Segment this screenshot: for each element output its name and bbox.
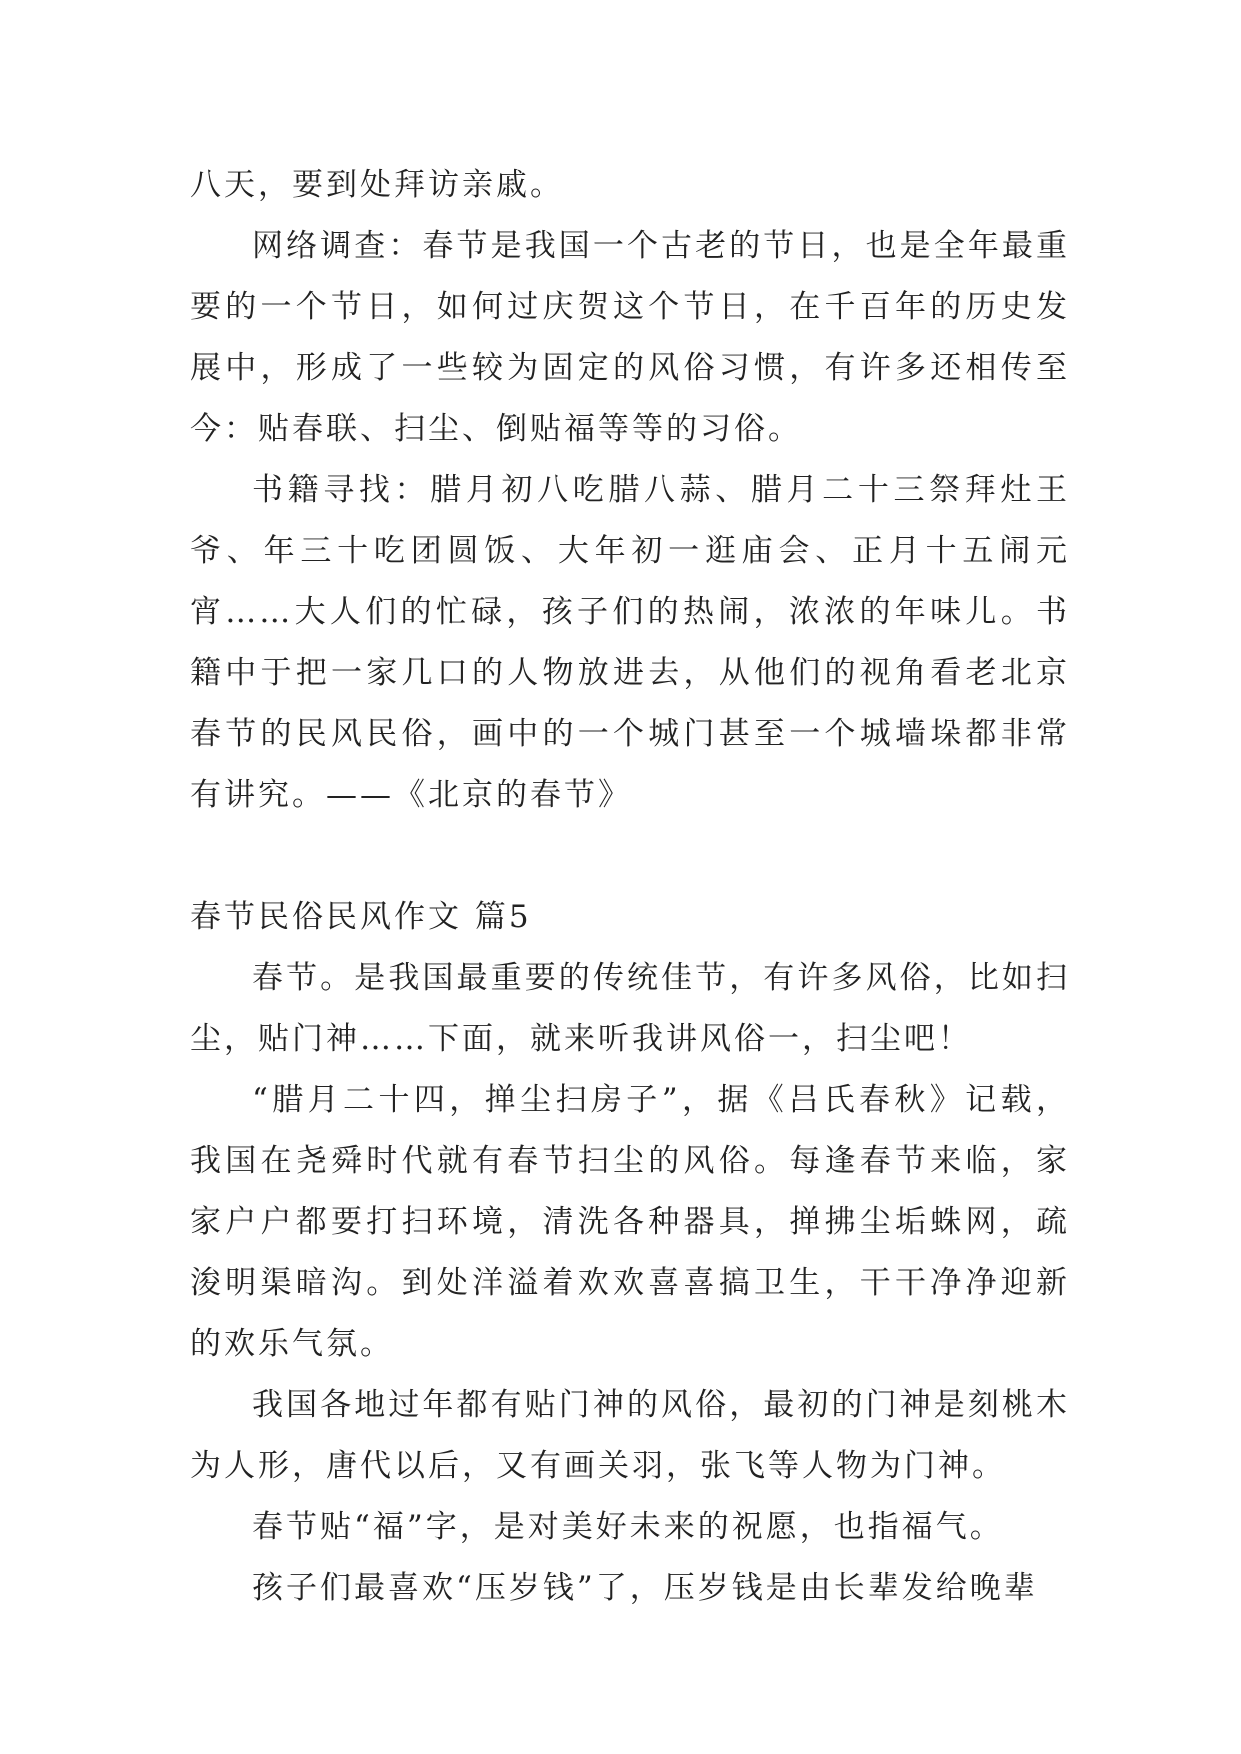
paragraph: 我国各地过年都有贴门神的风俗，最初的门神是刻桃木为人形，唐代以后，又有画关羽，张飞等人物为门神。: [190, 1387, 1070, 1484]
paragraph: 八天，要到处拜访亲戚。: [190, 167, 564, 203]
paragraph: 孩子们最喜欢“压岁钱”了，压岁钱是由长辈发给晚辈: [252, 1570, 1038, 1606]
paragraph: “腊月二十四，掸尘扫房子”，据《吕氏春秋》记载，我国在尧舜时代就有春节扫尘的风俗。每逢春节来临，家家户户都要打扫环境，清洗各种器具，掸拂尘垢蛛网，疏浚明渠暗沟。到处洋溢着欢欢喜喜搞卫生，干干净净迎新的欢乐气氛。: [190, 1082, 1070, 1362]
paragraph: 春节贴“福”字，是对美好未来的祝愿，也指福气。: [252, 1509, 1004, 1545]
paragraph: 春节。是我国最重要的传统佳节，有许多风俗，比如扫尘，贴门神……下面，就来听我讲风俗一，扫尘吧！: [190, 960, 1070, 1057]
document-body: [190, 155, 1070, 1619]
paragraph: 网络调查：春节是我国一个古老的节日，也是全年最重要的一个节日，如何过庆贺这个节日，在千百年的历史发展中，形成了一些较为固定的风俗习惯，有许多还相传至今：贴春联、扫尘、倒贴福等等的习俗。: [190, 228, 1070, 447]
section-title: 春节民俗民风作文 篇5: [190, 899, 532, 935]
paragraph: 书籍寻找：腊月初八吃腊八蒜、腊月二十三祭拜灶王爷、年三十吃团圆饭、大年初一逛庙会、正月十五闹元宵……大人们的忙碌，孩子们的热闹，浓浓的年味儿。书籍中于把一家几口的人物放进去，从他们的视角看老北京春节的民风民俗，画中的一个城门甚至一个城墙垛都非常有讲究。——《北京的春节》: [190, 472, 1070, 813]
